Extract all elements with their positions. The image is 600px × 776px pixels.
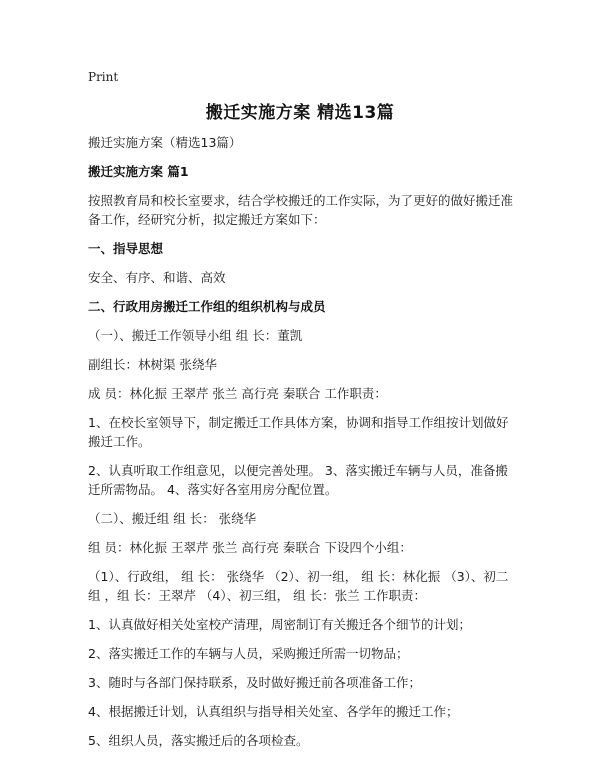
heading-organization: 二、行政用房搬迁工作组的组织机构与成员 [88, 299, 326, 314]
relocation-group-members: 组 员：林化振 王翠芹 张兰 高行亮 秦联合 下设四个小组： [88, 540, 412, 555]
heading-guiding-principle: 一、指导思想 [88, 241, 164, 256]
document-body [88, 133, 520, 750]
leadership-group-members: 成 员：林化振 王翠芹 张兰 高行亮 秦联合 工作职责： [88, 386, 387, 401]
relocation-group-title: （二）、搬迁组 组 长： 张绕华 [88, 511, 257, 526]
relocation-task-3: 3、随时与各部门保持联系，及时做好搬迁前各项准备工作； [88, 675, 421, 690]
leadership-duty-1: 1、在校长室领导下，制定搬迁工作具体方案，协调和指导工作组按计划做好搬迁工作。 [88, 415, 509, 449]
leadership-group-deputy: 副组长：林树渠 张绕华 [88, 357, 217, 372]
relocation-task-2: 2、落实搬迁工作的车辆与人员，采购搬迁所需一切物品； [88, 646, 409, 661]
relocation-subgroups: （1）、行政组， 组 长： 张绕华 （2）、初一组， 组 长：林化振 （3）、初二组 ，组 长：王翠芹 （4）、初三组， 组 长：张兰 工作职责： [88, 569, 509, 603]
document-subtitle: 搬迁实施方案（精选13篇） [88, 135, 242, 150]
intro-paragraph: 按照教育局和校长室要求，结合学校搬迁的工作实际，为了更好的做好搬迁准备工作，经研究分析，拟定搬迁方案如下： [88, 193, 514, 227]
leadership-duty-2: 2、认真听取工作组意见，以便完善处理。 3、落实搬迁车辆与人员，准备搬迁所需物品。 4、落实好各室用房分配位置。 [88, 463, 508, 497]
print-label: Print [88, 70, 119, 84]
guiding-principle-text: 安全、有序、和谐、高效 [88, 270, 226, 285]
leadership-group-title: （一）、搬迁工作领导小组 组 长：董凯 [88, 328, 303, 343]
relocation-task-4: 4、根据搬迁计划，认真组织与指导相关处室、各学年的搬迁工作； [88, 704, 459, 719]
relocation-task-5: 5、组织人员，落实搬迁后的各项检查。 [88, 733, 309, 748]
relocation-task-1: 1、认真做好相关处室校产清理，周密制订有关搬迁各个细节的计划； [88, 617, 471, 632]
page-title: 搬迁实施方案 精选13篇 [205, 103, 395, 123]
section-title: 搬迁实施方案 篇1 [88, 164, 189, 179]
